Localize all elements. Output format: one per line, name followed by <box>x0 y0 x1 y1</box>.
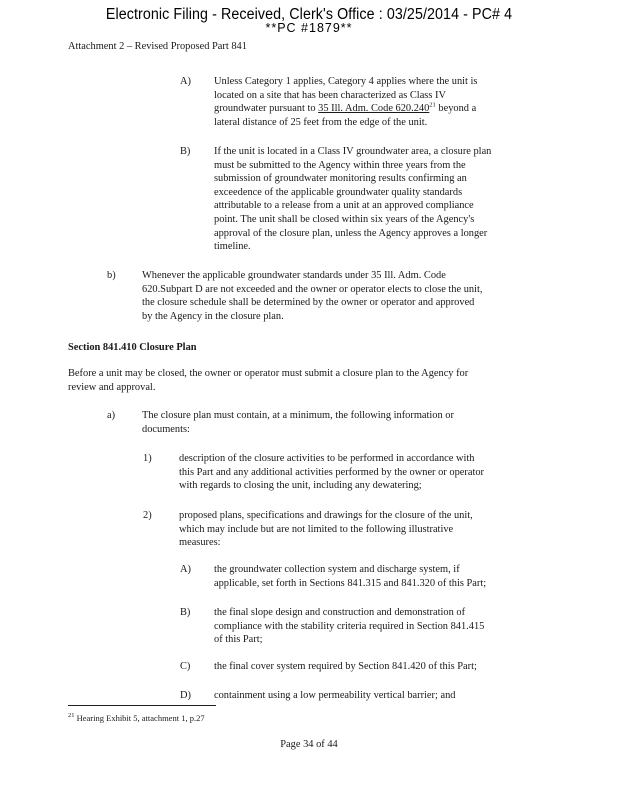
item-marker: A) <box>180 564 191 575</box>
text-line: exceedence of the applicable groundwater quality standards <box>214 186 463 198</box>
text-line: containment using a low permeability vertical barrier; and <box>214 690 456 701</box>
text-line: which may include but are not limited to the following illustrative <box>179 523 454 535</box>
text-line: by the Agency in the closure plan. <box>142 310 284 322</box>
text-line: the final cover system required by Section 841.420 of this Part; <box>214 661 477 672</box>
text-line: Whenever the applicable groundwater standards under 35 Ill. Adm. Code <box>142 270 446 281</box>
item-marker: D) <box>180 690 191 701</box>
text-line: must be submitted to the Agency within three years from the <box>214 159 466 171</box>
list-item-text <box>214 75 554 129</box>
text-line: The closure plan must contain, at a minimum, the following information or <box>142 410 454 421</box>
footnote-number: 21 <box>68 712 75 720</box>
text-line: review and approval. <box>68 381 156 393</box>
list-item-text <box>214 606 559 647</box>
item-marker: B) <box>180 146 191 157</box>
text-line: the closure schedule shall be determined by the owner or operator and approved <box>142 297 475 309</box>
list-item-text <box>142 409 562 436</box>
text-line: this Part and any additional activities performed by the owner or operator <box>179 466 484 478</box>
text-line: If the unit is located in a Class IV groundwater area, a closure plan <box>214 146 492 157</box>
page-number: Page 34 of 44 <box>280 739 338 750</box>
text-line: 620.Subpart D are not exceeded and the owner or operator elects to close the unit, <box>142 283 483 295</box>
text-line: of this Part; <box>214 634 263 646</box>
list-item-text <box>179 452 564 493</box>
list-item-text <box>214 689 559 703</box>
item-marker: b) <box>107 270 116 281</box>
text-line: measures: <box>179 537 221 549</box>
text-line: located on a site that has been characterized as Class IV <box>214 89 446 101</box>
pc-number-stamp: **PC #1879** <box>265 21 353 35</box>
section-heading: Section 841.410 Closure Plan <box>68 342 197 353</box>
list-item-text <box>179 509 564 550</box>
text-line: applicable, set forth in Sections 841.315 and 841.320 of this Part; <box>214 577 487 589</box>
text-line: point. The unit shall be closed within six years of the Agency's <box>214 213 475 225</box>
text-line: the groundwater collection system and discharge system, if <box>214 564 460 575</box>
item-marker: B) <box>180 607 191 618</box>
footnote <box>68 713 205 724</box>
item-marker: 2) <box>143 510 152 521</box>
item-marker: A) <box>180 76 191 87</box>
list-item-text <box>142 269 562 323</box>
intro-paragraph <box>68 367 568 394</box>
footnote-ref: 21 <box>429 101 436 109</box>
text-line: timeline. <box>214 241 251 253</box>
filing-stamp-line: Electronic Filing - Received, Clerk's Office : 03/25/2014 - PC# 4 <box>105 6 513 23</box>
text-line: description of the closure activities to be performed in accordance with <box>179 453 475 464</box>
item-marker: C) <box>180 661 191 672</box>
text-line: attributable to a release from a unit at an approved compliance <box>214 200 474 212</box>
attachment-header: Attachment 2 – Revised Proposed Part 841 <box>68 41 247 52</box>
item-marker: 1) <box>143 453 152 464</box>
text-line: the final slope design and construction and demonstration of <box>214 607 466 618</box>
footnote-divider <box>68 705 216 706</box>
list-item-text <box>214 563 559 590</box>
text-line: proposed plans, specifications and drawings for the closure of the unit, <box>179 510 473 521</box>
citation-link: 35 Ill. Adm. Code 620.240 <box>318 103 430 115</box>
text-line: with regards to closing the unit, including any dewatering; <box>179 480 422 492</box>
text-line: lateral distance of 25 feet from the edge of the unit. <box>214 116 428 128</box>
text-line: documents: <box>142 423 190 435</box>
list-item-text <box>214 660 559 674</box>
text-line: Before a unit may be closed, the owner or operator must submit a closure plan to the Agency for <box>68 368 469 379</box>
text-line: approval of the closure plan, unless the Agency approves a longer <box>214 227 488 239</box>
item-marker: a) <box>107 410 116 421</box>
text-line: Unless Category 1 applies, Category 4 applies where the unit is <box>214 76 478 87</box>
footnote-text: Hearing Exhibit 5, attachment 1, p.27 <box>74 713 205 723</box>
list-item-text <box>214 145 554 254</box>
text-line: compliance with the stability criteria required in Section 841.415 <box>214 620 485 632</box>
text-line: submission of groundwater monitoring results confirming an <box>214 173 467 185</box>
text-line: groundwater pursuant to 35 Ill. Adm. Code 620.240$^{21}$ beyond a <box>214 101 477 115</box>
